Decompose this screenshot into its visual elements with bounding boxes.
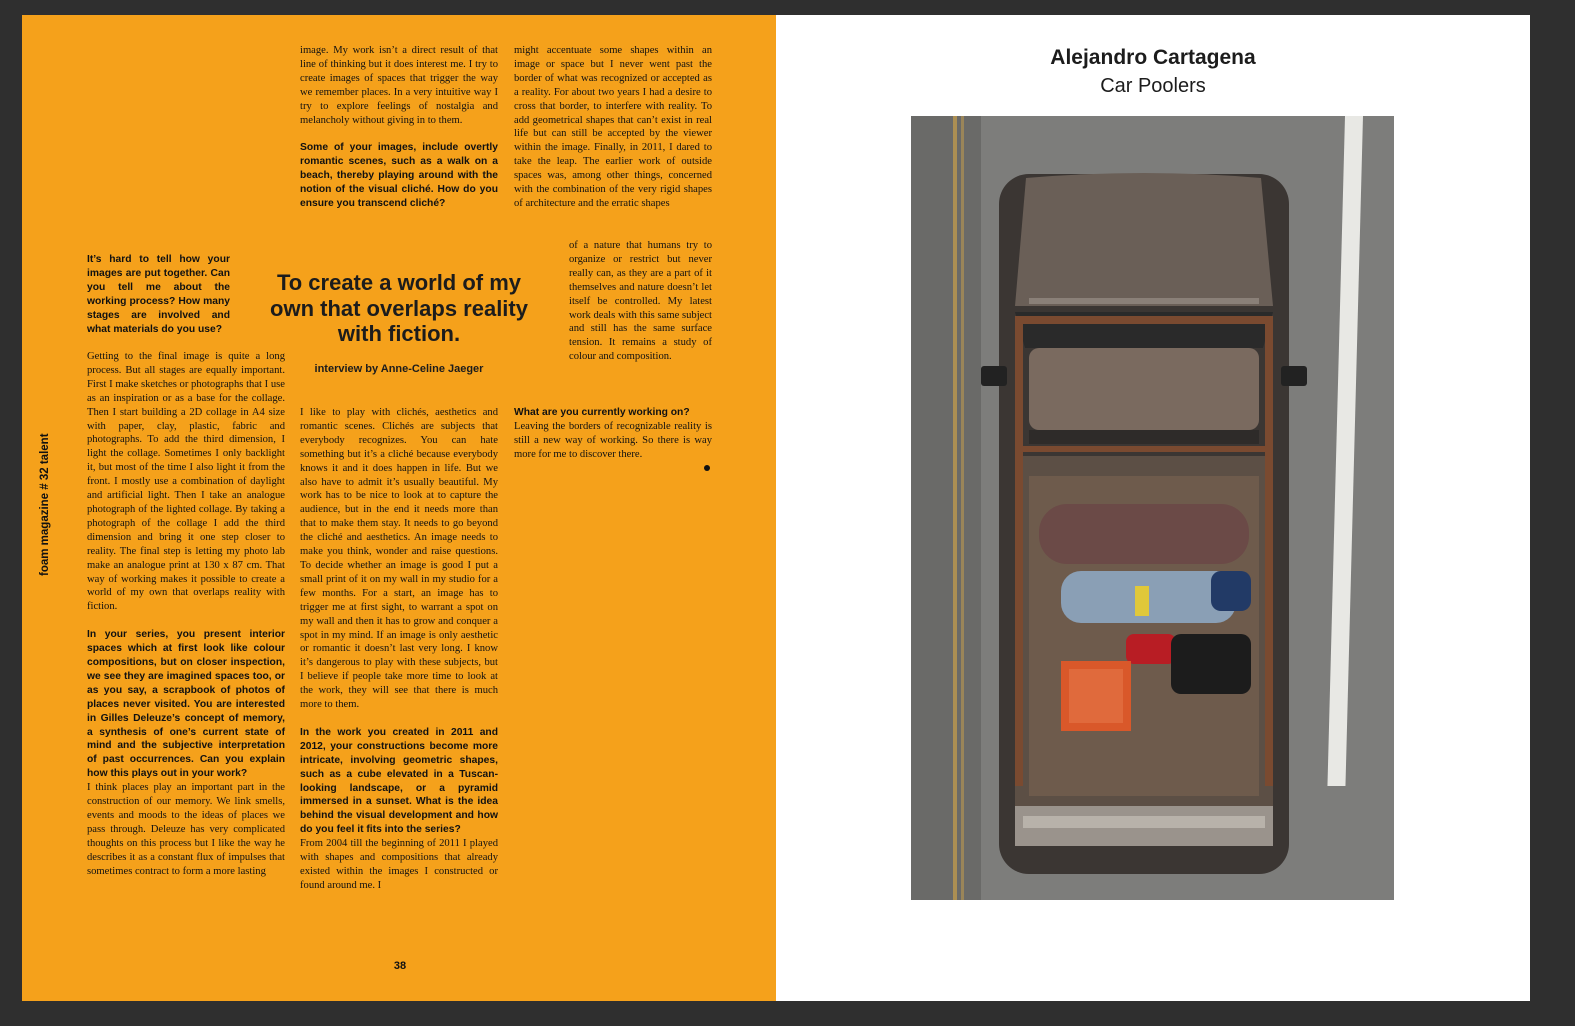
answer-3: I like to play with clichés, aesthetics and romantic scenes. Clichés are subjects that everybody recognizes. You can hate something but it’s a cliché because everybody knows it and it does happen in life. But we also have to admit it’s usually beautiful. My work has to be nice to look at to capture the audience, but in the end it needs more than that to make them stay. It needs to go beyond the cliché and aesthetics. An image needs to make you think, wonder and raise questions. To decide whether an image is good I put a small print of it on my wall in my studio for a few months. For a start, an image has to trigger me at first sight, to warrant a spot on my wall and then it has to grow and conquer a spot in my mind. If an image is only aesthetic or romantic it doesn’t last very long. I know it’s dangerous to play with these subjects, but I believe if people take more time to look at the work, they will see that there is much more to them. bbox=[300, 407, 498, 711]
answer-2: I think places play an important part in the construction of our memory. We link smells, events and moods to the ideas of places we pass through. Deleuze has very complicated thoughts on this process but I like the way he describes it as a constant flux of impulses that sometimes contract to form a more lasting bbox=[87, 782, 285, 877]
column-2 bbox=[300, 406, 498, 893]
end-mark bbox=[704, 465, 710, 471]
answer-4: From 2004 till the beginning of 2011 I played with shapes and compositions that already existed within the images I constructed or found around me. I bbox=[300, 838, 498, 891]
column-1 bbox=[87, 350, 285, 879]
column-1-top bbox=[87, 253, 230, 336]
question-1: It’s hard to tell how your images are put together. Can you tell me about the working process? How many stages are involved and what materials do you use? bbox=[87, 254, 230, 335]
artist-name: Alejandro Cartagena bbox=[1050, 46, 1256, 69]
answer-2-continued: image. My work isn’t a direct result of that line of thinking but it does interest me. I try to create images of spaces that trigger the way we remember places. In a very intuitive way I try to explore feelings of nostalgia and melancholy without giving in to them. bbox=[300, 45, 498, 126]
answer-4-continued: might accentuate some shapes within an image or space but I never went past the border of what was recognized or accepted as a reality. For about two years I had a desire to cross that border, to interfere with reality. To add geometrical shapes that can’t exist in real life but can still be accepted by the viewer within the image. Finally, in 2011, I dared to take the leap. The earlier work of outside spaces was, among other things, concerned with the combination of the very rigid shapes of architecture and the erratic shapes bbox=[514, 45, 712, 209]
question-4: In the work you created in 2011 and 2012, your constructions become more intricate, involving geometric shapes, such as a cube elevated in a Tuscan-looking landscape, or a pyramid immersed in a sunset. What is the idea behind the visual development and how do you feel it fits into the series? bbox=[300, 726, 498, 836]
column-3-bottom bbox=[514, 406, 712, 462]
answer-5: Leaving the borders of recognizable reality is still a new way of working. So there is way more for me to discover there. bbox=[514, 420, 712, 460]
spine-text: foam magazine # 32 talent bbox=[39, 433, 51, 576]
question-3: Some of your images, include overtly romantic scenes, such as a walk on a beach, thereby playing around with the notion of the visual cliché. How do you ensure you transcend cliché? bbox=[300, 142, 498, 210]
answer-4-continued-2: of a nature that humans try to organize or restrict but never really can, as they are a part of it themselves and nature doesn’t let itself be controlled. My latest work deals with this same subject and still has the same surface tension. It remains a study of colour and composition. bbox=[569, 240, 712, 363]
column-3-top bbox=[514, 44, 712, 211]
question-2: In your series, you present interior spaces which at first look like colour compositions, but on closer inspection, we see they are imagined spaces too, or as you say, a scrapbook of photos of places never visited. You are interested in Gilles Deleuze’s concept of memory, a synthesis of one’s current state of mind and the subjective interpretation of past occurrences. Can you explain how this plays out in your work? bbox=[87, 629, 285, 780]
pull-quote: To create a world of my own that overlaps reality with fiction. bbox=[270, 270, 528, 346]
byline: interview by Anne-Celine Jaeger bbox=[314, 363, 484, 375]
answer-1: Getting to the final image is quite a long process. But all stages are equally important. First I make sketches or photographs that I use as an inspiration or as a base for the collage. Then I start building a 2D collage in A4 size with paper, clay, plastic, fabric and photographs. To add the third dimension, I light the collage. Sometimes I only backlight it, but most of the time I also light it from the front. I mostly use a combination of daylight and artificial light. Then I take an analogue photograph of the lighted collage. By taking a photograph of the collage I add the third dimension and bring it one step closer to reality. The final step is letting my photo lab make an analogue print at 130 x 87 cm. That way of working makes it possible to create a world of my own that overlaps reality with fiction. bbox=[87, 351, 285, 613]
question-5: What are you currently working on? bbox=[514, 407, 690, 418]
column-3-narrow bbox=[569, 239, 712, 364]
column-2-top bbox=[300, 44, 498, 211]
car-poolers-photograph bbox=[911, 116, 1394, 900]
series-title: Car Poolers bbox=[1100, 75, 1206, 97]
spine-label bbox=[36, 404, 56, 584]
page-number: 38 bbox=[393, 960, 407, 972]
